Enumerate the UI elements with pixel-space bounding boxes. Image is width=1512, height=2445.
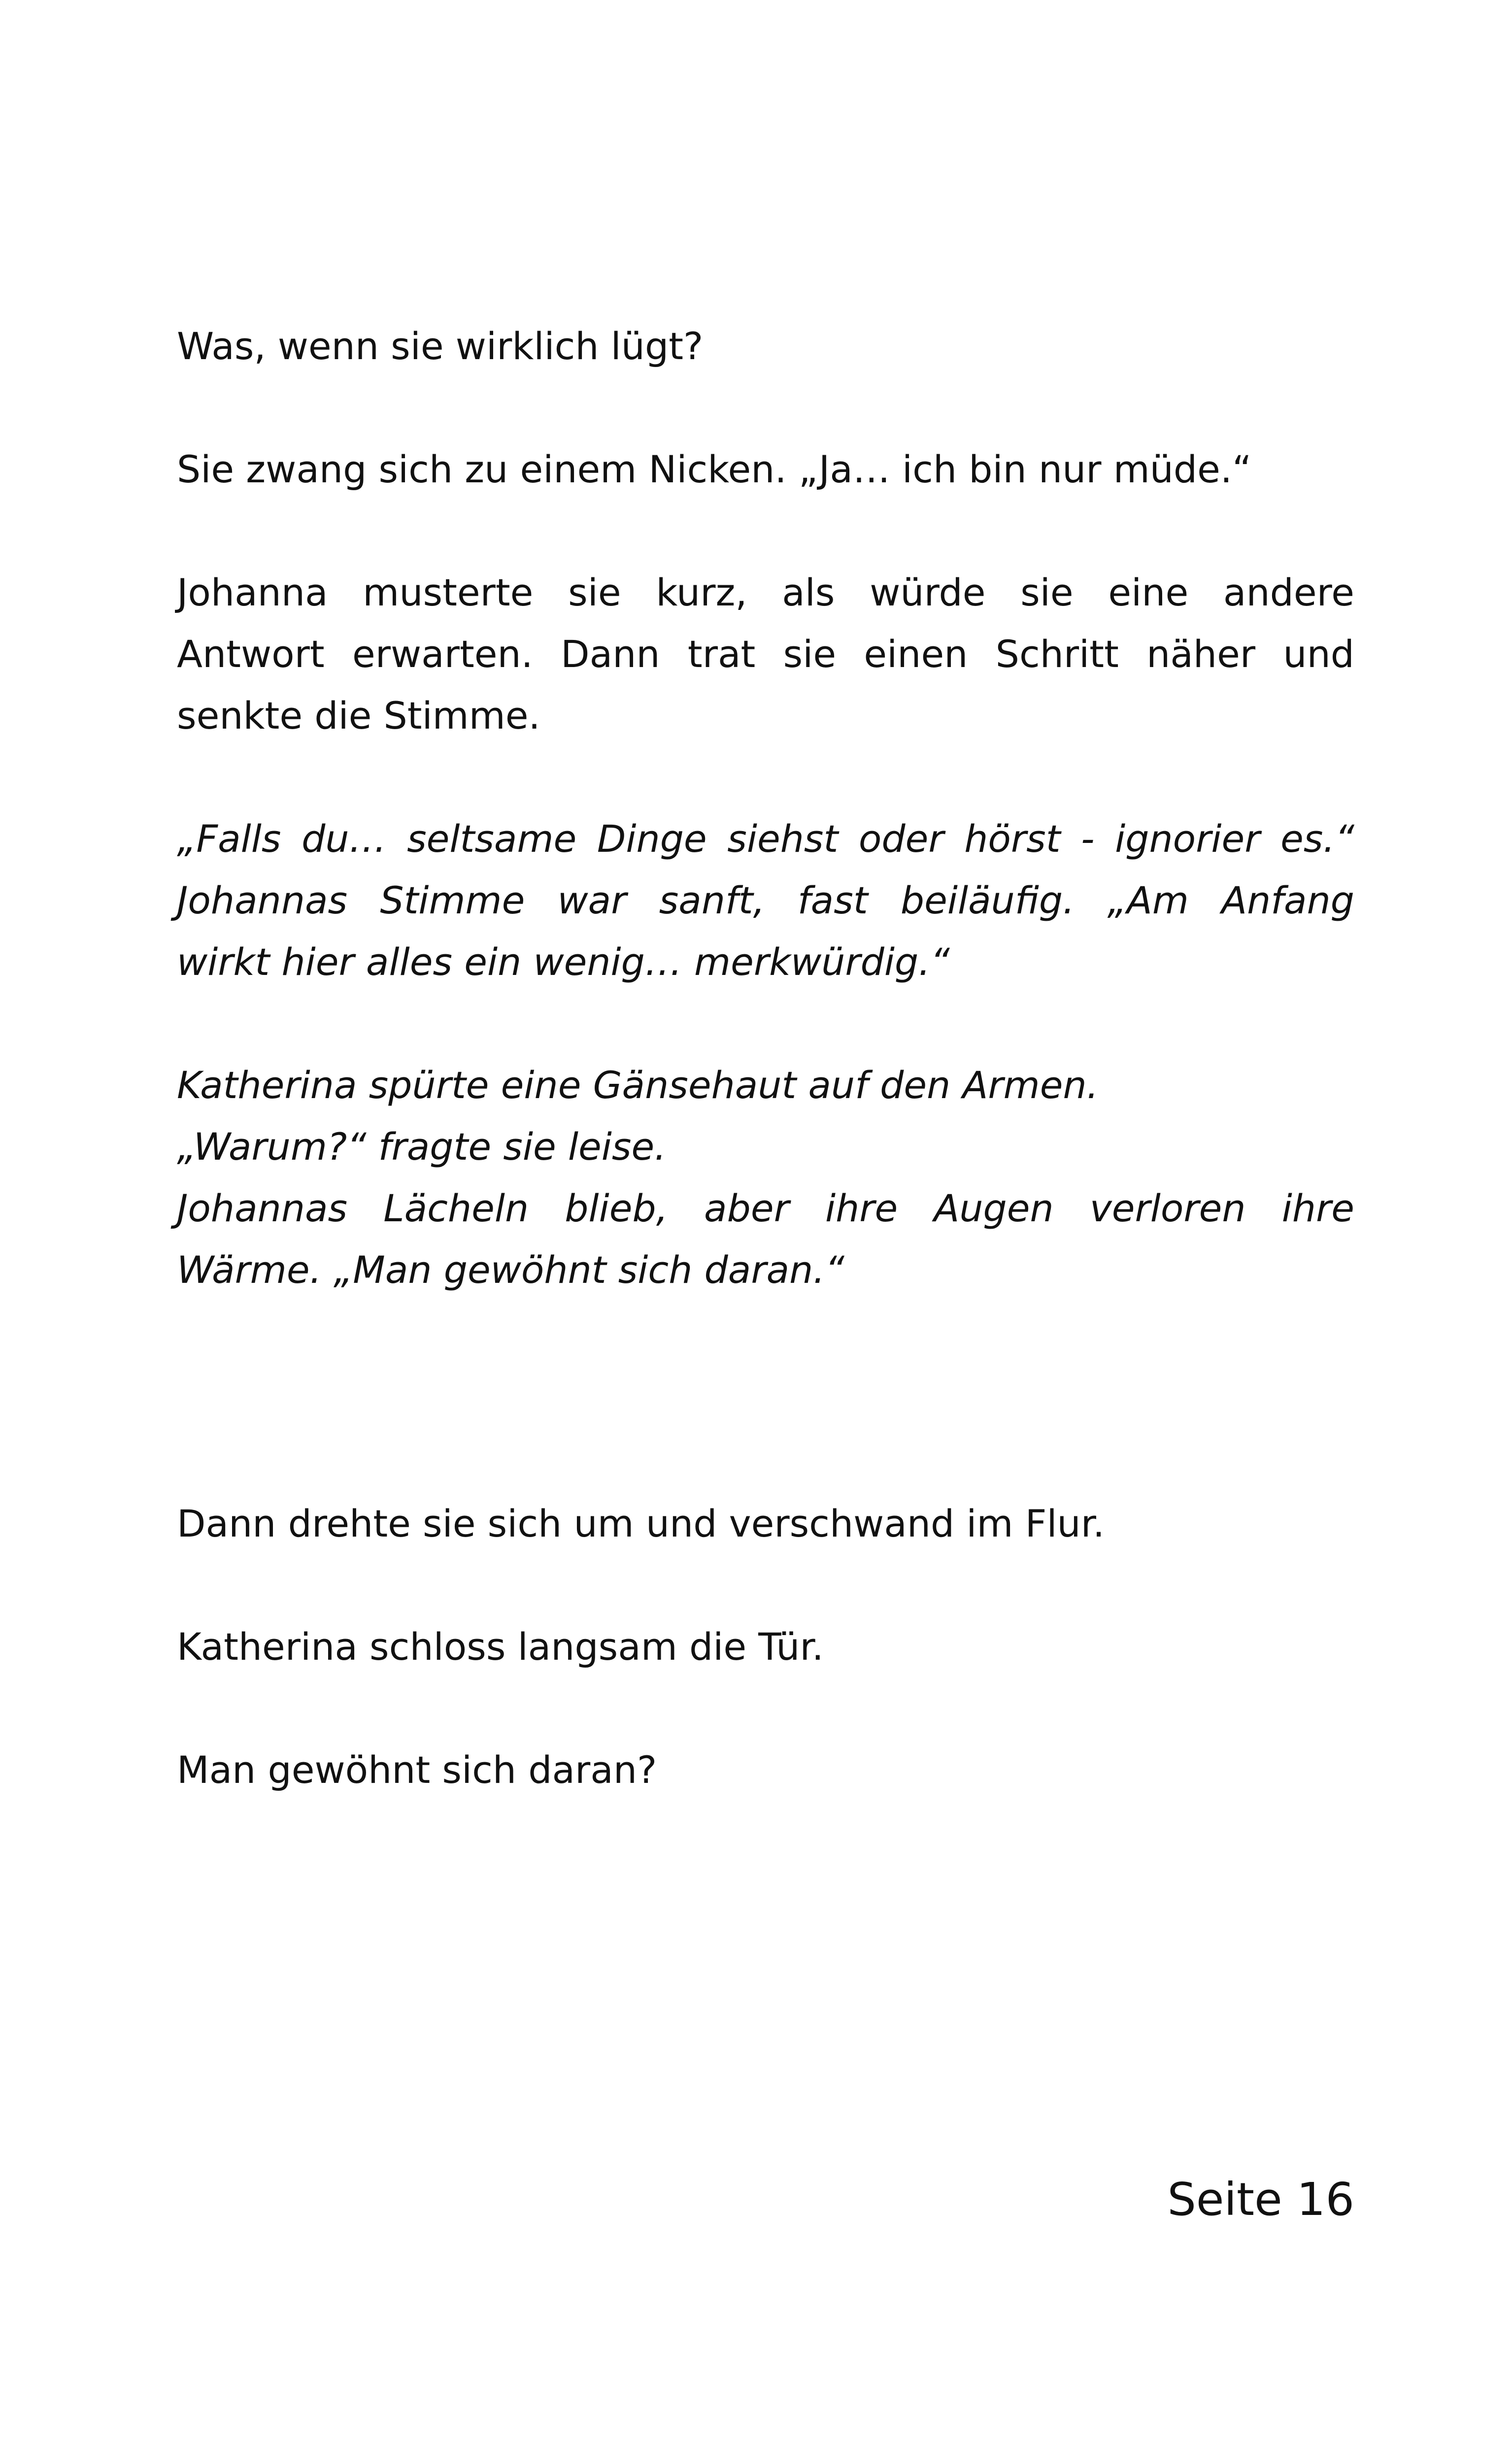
paragraph-4-line-1: „Falls du… seltsame Dinge siehst oder hörst - ignorier es.“	[177, 817, 1354, 861]
paragraph-5-line-4: Wärme. „Man gewöhnt sich daran.“	[177, 1248, 844, 1292]
paragraph-3-line-2: Antwort erwarten. Dann trat sie einen Schritt näher und	[177, 632, 1354, 676]
paragraph-1-line-1: Was, wenn sie wirklich lügt?	[177, 324, 704, 368]
paragraph-6-line-1: Dann drehte sie sich um und verschwand im Flur.	[177, 1502, 1105, 1545]
page-number: Seite 16	[1167, 2173, 1354, 2226]
paragraph-3	[177, 562, 1354, 746]
paragraph-5	[177, 1054, 1354, 1301]
paragraph-4-line-2: Johannas Stimme war sanft, fast beiläufig. „Am Anfang	[177, 878, 1354, 922]
paragraph-2-line-1: Sie zwang sich zu einem Nicken. „Ja… ich bin nur müde.“	[177, 447, 1252, 491]
paragraph-3-line-1: Johanna musterte sie kurz, als würde sie eine andere	[177, 570, 1354, 614]
paragraph-5-line-3: Johannas Lächeln blieb, aber ihre Augen verloren ihre	[177, 1186, 1354, 1230]
paragraph-6	[177, 1493, 1354, 1554]
paragraph-7-line-1: Katherina schloss langsam die Tür.	[177, 1625, 824, 1669]
paragraph-2	[177, 438, 1354, 500]
paragraph-7	[177, 1616, 1354, 1677]
paragraph-4-line-3: wirkt hier alles ein wenig… merkwürdig.“	[177, 940, 950, 984]
paragraph-3-line-3: senkte die Stimme.	[177, 694, 540, 737]
paragraph-5-line-1: Katherina spürte eine Gänsehaut auf den Armen.	[177, 1063, 1099, 1107]
paragraph-4	[177, 808, 1354, 993]
paragraph-8-line-1: Man gewöhnt sich daran?	[177, 1748, 657, 1792]
paragraph-8	[177, 1739, 1354, 1801]
paragraph-5-line-2: „Warum?“ fragte sie leise.	[177, 1125, 667, 1169]
paragraph-1	[177, 315, 1354, 377]
